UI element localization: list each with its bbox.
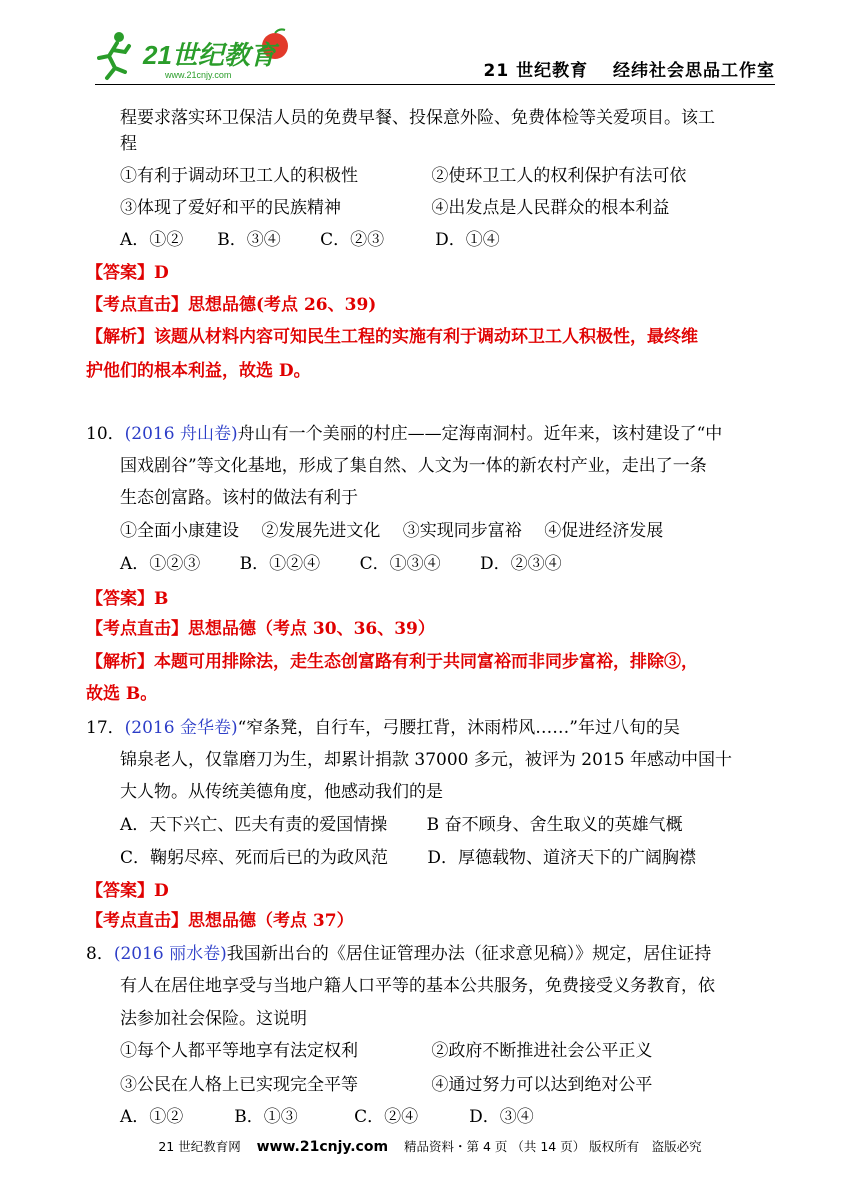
text-line: 有人在居住地享受与当地户籍人口平等的基本公共服务，免费接受义务教育，依 bbox=[120, 976, 715, 996]
text-line: 生态创富路。该村的做法有利于 bbox=[120, 488, 358, 508]
question-number: 10． bbox=[86, 424, 125, 444]
answer-line: 【考点直击】思想品德（考点 30、36、39） bbox=[86, 619, 435, 639]
text-line: ①有利于调动环卫工人的积极性 ②使环卫工人的权利保护有法可依 bbox=[120, 166, 687, 186]
question-text: 我国新出台的《居住证管理办法（征求意见稿）》规定，居住证持 bbox=[226, 944, 712, 964]
page-footer bbox=[0, 1137, 860, 1155]
question-number: 8． bbox=[86, 944, 114, 964]
text-line: ③公民在人格上已实现完全平等 ④通过努力可以达到绝对公平 bbox=[120, 1075, 653, 1095]
text-line: 法参加社会保险。这说明 bbox=[120, 1009, 307, 1029]
answer-line: 【考点直击】思想品德(考点 26、39) bbox=[86, 295, 377, 315]
text-line: ①每个人都平等地享有法定权利 ②政府不断推进社会公平正义 bbox=[120, 1041, 653, 1061]
text-line: A．①② B．③④ C．②③ D．①④ bbox=[120, 230, 500, 250]
answer-line: 【答案】D bbox=[86, 881, 169, 901]
footer-site: 21 世纪教育网 bbox=[158, 1139, 241, 1154]
site-logo bbox=[95, 28, 295, 82]
page-header bbox=[95, 28, 775, 86]
answer-line: 【解析】本题可用排除法，走生态创富路有利于共同富裕而非同步富裕，排除③， bbox=[86, 652, 698, 672]
question-number: 17． bbox=[86, 718, 125, 738]
answer-line: 【答案】B bbox=[86, 589, 169, 609]
text-line: A．天下兴亡、匹夫有责的爱国情操 B 奋不顾身、舍生取义的英雄气概 bbox=[120, 815, 683, 835]
svg-text:www.21cnjy.com: www.21cnjy.com bbox=[165, 70, 232, 80]
answer-line: 【考点直击】思想品德（考点 37） bbox=[86, 911, 354, 931]
text-line: A．①②③ B．①②④ C．①③④ D．②③④ bbox=[120, 554, 562, 574]
question-line bbox=[86, 716, 680, 740]
question-source: (2016 金华卷) bbox=[124, 718, 238, 738]
text-line: 程 bbox=[120, 134, 137, 154]
text-line: A．①② B．①③ C．②④ D．③④ bbox=[120, 1107, 534, 1127]
header-title: 21 世纪教育 经纬社会思品工作室 bbox=[483, 61, 775, 81]
question-source: (2016 舟山卷) bbox=[124, 424, 238, 444]
text-line: 大人物。从传统美德角度，他感动我们的是 bbox=[120, 782, 443, 802]
answer-line: 【答案】D bbox=[86, 263, 169, 283]
text-line: ①全面小康建设 ②发展先进文化 ③实现同步富裕 ④促进经济发展 bbox=[120, 521, 664, 541]
footer-url[interactable]: www.21cnjy.com bbox=[256, 1139, 389, 1155]
question-text: “窄条凳，自行车，弓腰扛背，沐雨栉风……”年过八旬的吴 bbox=[237, 718, 680, 738]
text-line: C．鞠躬尽瘁、死而后已的为政风范 D．厚德载物、道济天下的广阔胸襟 bbox=[120, 848, 697, 868]
question-line bbox=[86, 942, 711, 966]
text-line: 锦泉老人，仅靠磨刀为生，却累计捐款 37000 多元，被评为 2015 年感动中国十 bbox=[120, 750, 732, 770]
text-line: 国戏剧谷”等文化基地，形成了集自然、人文为一体的新农村产业，走出了一条 bbox=[120, 456, 707, 476]
question-text: 舟山有一个美丽的村庄——定海南洞村。近年来，该村建设了“中 bbox=[237, 424, 723, 444]
answer-line: 【解析】该题从材料内容可知民生工程的实施有利于调动环卫工人积极性，最终维 bbox=[86, 327, 698, 347]
text-line: ③体现了爱好和平的民族精神 ④出发点是人民群众的根本利益 bbox=[120, 198, 670, 218]
answer-line: 故选 B。 bbox=[86, 684, 158, 704]
text-line: 程要求落实环卫保洁人员的免费早餐、投保意外险、免费体检等关爱项目。该工 bbox=[120, 108, 715, 128]
question-line bbox=[86, 422, 722, 446]
question-source: (2016 丽水卷) bbox=[113, 944, 227, 964]
header-divider bbox=[95, 84, 775, 85]
answer-line: 护他们的根本利益，故选 D。 bbox=[86, 361, 311, 381]
footer-info: 精品资料・第 4 页 （共 14 页） 版权所有 盗版必究 bbox=[403, 1139, 702, 1154]
svg-text:21世纪教育: 21世纪教育 bbox=[143, 40, 276, 70]
